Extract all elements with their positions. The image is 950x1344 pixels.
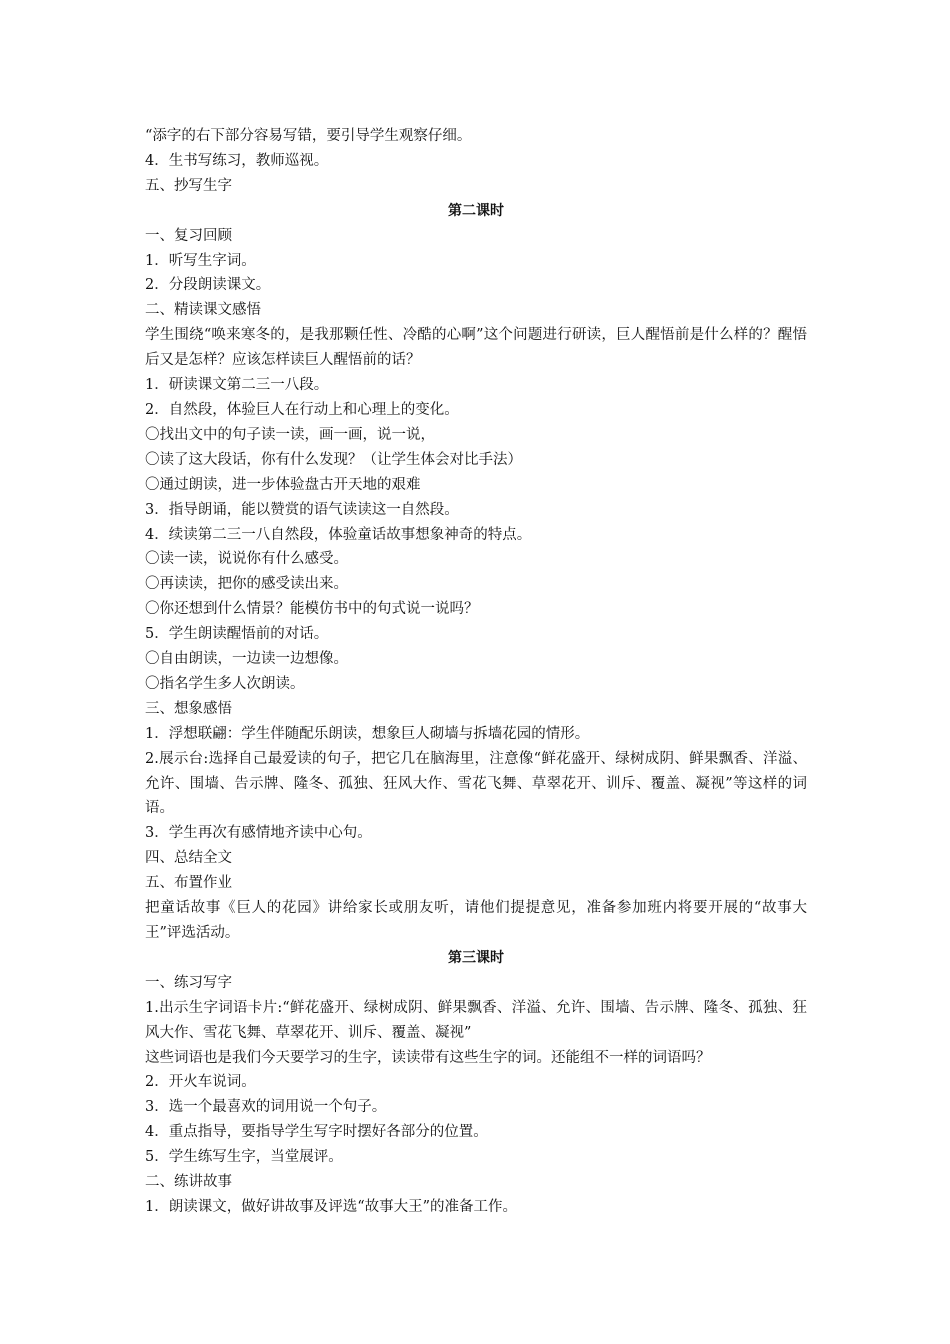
- text-line: 这些词语也是我们今天要学习的生字，读读带有这些生字的词。还能组不一样的词语吗？: [145, 1049, 711, 1066]
- text-line: “添字的右下部分容易写错，要引导学生观察仔细。: [145, 128, 472, 144]
- text-line: 1．朗读课文，做好讲故事及评选“故事大王”的准备工作。: [145, 1198, 518, 1215]
- text-line: 5．学生练写生字，当堂展评。: [145, 1149, 343, 1166]
- paragraph: 2.展示台:选择自己最爱读的句子，把它几在脑海里，注意像“鲜花盛开、绿树成阴、鲜果飘香、洋溢、允许、围墙、告示牌、隆冬、孤独、狂风大作、雪花飞舞、草翠花开、训斥、覆盖、凝视”等这样的词语。: [145, 750, 807, 817]
- list-item: 〇你还想到什么情景？能模仿书中的句式说一说吗？: [145, 601, 479, 618]
- paragraph: 把童话故事《巨人的花园》讲给家长或朋友听，请他们提提意见，准备参加班内将要开展的“故事大王”评选活动。: [145, 900, 807, 941]
- section-title: 三、想象感悟: [145, 700, 232, 717]
- list-item: 〇读一读，说说你有什么感受。: [145, 551, 348, 568]
- text-line: 2．分段朗读课文。: [145, 277, 271, 294]
- section-title: 一、复习回顾: [145, 227, 232, 244]
- section-title: 五、布置作业: [145, 875, 232, 892]
- section-title: 五、抄写生字: [145, 177, 232, 194]
- text-line: 1．听写生字词。: [145, 252, 256, 269]
- list-item: 〇找出文中的句子读一读，画一画，说一说，: [145, 426, 435, 443]
- text-line: 1．浮想联翩：学生伴随配乐朗读，想象巨人砌墙与拆墙花园的情形。: [145, 725, 590, 742]
- text-line: 4．续读第二三一八自然段，体验童话故事想象神奇的特点。: [145, 526, 532, 543]
- list-item: 〇通过朗读，进一步体验盘古开天地的艰难: [145, 476, 421, 493]
- text-line: 3．选一个最喜欢的词用说一个句子。: [145, 1099, 387, 1116]
- text-line: 2．自然段，体验巨人在行动上和心理上的变化。: [145, 401, 459, 418]
- text-line: 1．研读课文第二三一八段。: [145, 377, 329, 394]
- document-page: [145, 124, 807, 1220]
- lesson-heading: 第三课时: [448, 949, 504, 966]
- section-title: 二、练讲故事: [145, 1174, 232, 1191]
- list-item: 〇再读读，把你的感受读出来。: [145, 576, 348, 593]
- text-line: 5．学生朗读醒悟前的对话。: [145, 626, 329, 643]
- list-item: 〇指名学生多人次朗读。: [145, 675, 305, 692]
- section-title: 四、总结全文: [145, 850, 232, 867]
- section-title: 二、精读课文感悟: [145, 302, 261, 319]
- list-item: 〇读了这大段话，你有什么发现？（让学生体会对比手法）: [145, 451, 522, 468]
- text-line: 2．开火车说词。: [145, 1074, 256, 1091]
- section-title: 一、练习写字: [145, 974, 232, 991]
- paragraph: 1.出示生字词语卡片:“鲜花盛开、绿树成阴、鲜果飘香、洋溢、允许、围墙、告示牌、隆冬、孤独、狂风大作、雪花飞舞、草翠花开、训斥、覆盖、凝视”: [145, 999, 807, 1041]
- text-line: 4．生书写练习，教师巡视。: [145, 152, 329, 169]
- text-line: 4．重点指导，要指导学生写字时摆好各部分的位置。: [145, 1124, 488, 1141]
- paragraph: 学生围绕“唤来寒冬的，是我那颗任性、冷酷的心啊”这个问题进行研读，巨人醒悟前是什么样的？醒悟后又是怎样？应该怎样读巨人醒悟前的话？: [145, 327, 807, 369]
- text-line: 3．指导朗诵，能以赞赏的语气读读这一自然段。: [145, 501, 459, 518]
- text-line: 3．学生再次有感情地齐读中心句。: [145, 825, 372, 842]
- list-item: 〇自由朗读，一边读一边想像。: [145, 651, 348, 668]
- lesson-heading: 第二课时: [448, 202, 504, 219]
